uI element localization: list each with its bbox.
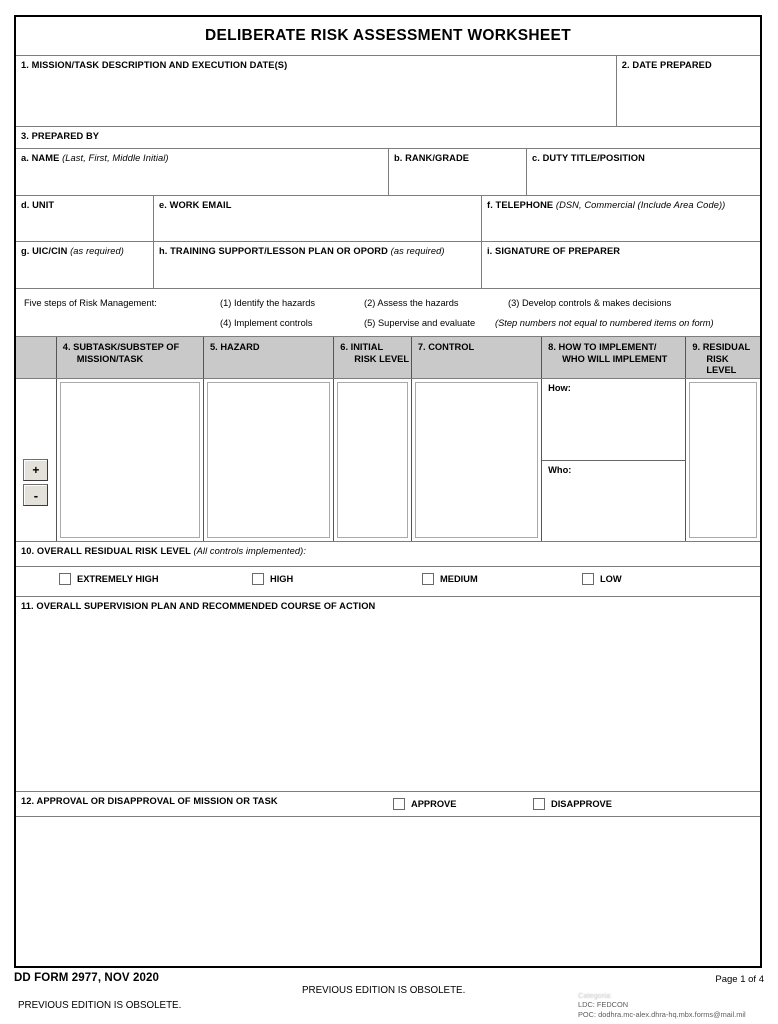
page-number-footer: Page 1 of 4 [715,974,764,985]
col-header-residual-line1: 9. RESIDUAL [692,342,751,352]
cell-initial-risk[interactable] [334,379,412,541]
col-header-subtask-line2: MISSION/TASK [76,353,144,364]
control-input[interactable] [415,382,538,538]
prepared-by-label: 3. PREPARED BY [21,131,100,141]
overall-residual-risk-hint: (All controls implemented): [193,546,306,556]
col-header-subtask [57,337,204,378]
work-email-label: e. WORK EMAIL [159,200,232,210]
checkbox-low[interactable] [582,573,594,585]
col-header-control [412,337,542,378]
col-header-hazard-text: 5. HAZARD [209,342,260,352]
checkbox-approve[interactable] [393,798,405,810]
signature-of-preparer-cell[interactable] [482,242,760,288]
col-header-how-who [542,337,686,378]
who-label: Who: [548,464,572,475]
five-steps-heading: Five steps of Risk Management: [24,298,157,308]
five-steps-note: (Step numbers not equal to numbered items on form) [495,318,714,328]
name-label: a. NAME [21,153,60,163]
col-header-initial-line2: RISK LEVEL [354,353,410,364]
page-title: DELIBERATE RISK ASSESSMENT WORKSHEET [205,27,571,44]
remove-row-button[interactable]: - [23,484,48,506]
cell-hazard[interactable] [204,379,334,541]
work-email-field-cell[interactable] [154,196,482,241]
how-subcell[interactable] [542,379,685,461]
date-prepared-cell[interactable] [617,56,760,126]
label-disapprove: DISAPPROVE [551,799,612,809]
name-field-cell[interactable] [16,149,389,195]
telephone-hint: (DSN, Commercial (Include Area Code)) [555,200,726,210]
section-11-label-row [16,597,760,619]
col-header-howimpl-line2: WHO WILL IMPLEMENT [562,353,668,364]
who-subcell[interactable] [542,461,685,542]
checkbox-extremely-high[interactable] [59,573,71,585]
col-header-control-text: 7. CONTROL [417,342,475,352]
footer-meta-ldc: LDC: FEDCON [578,1000,629,1010]
risk-option-extremely-high[interactable] [59,573,159,585]
telephone-field-cell[interactable] [482,196,760,241]
five-steps-step-2: (2) Assess the hazards [364,298,459,308]
prepared-by-header-row [16,126,760,149]
label-low: LOW [600,574,622,584]
label-approve: APPROVE [411,799,457,809]
prepared-by-row-def [16,196,760,242]
cell-residual-risk[interactable] [686,379,760,541]
signature-of-preparer-label: i. SIGNATURE OF PREPARER [487,246,621,256]
footer-meta-poc: POC: dodhra.mc-alex.dhra-hq.mbx.forms@mail.mil [578,1009,746,1019]
five-steps-step-1: (1) Identify the hazards [220,298,316,308]
risk-matrix-header [16,337,760,379]
uic-cin-hint: (as required) [70,246,124,256]
prepared-by-row-ghi [16,242,760,289]
previous-edition-lower: PREVIOUS EDITION IS OBSOLETE. [18,1000,182,1011]
matrix-gutter-header [16,337,57,378]
checkbox-medium[interactable] [422,573,434,585]
approval-option-approve[interactable] [393,798,456,810]
form-title-band [16,17,760,56]
how-label: How: [548,383,571,393]
footer-meta-category: Categoria: [578,991,613,1000]
residual-risk-level-input[interactable] [689,382,757,538]
initial-risk-level-input[interactable] [337,382,408,538]
date-prepared-label: 2. DATE PREPARED [621,60,712,70]
mission-task-description-label: 1. MISSION/TASK DESCRIPTION AND EXECUTION DATE(S) [21,60,288,70]
form-id-footer: DD FORM 2977, NOV 2020 [14,972,160,984]
rank-grade-label: b. RANK/GRADE [394,153,470,163]
risk-option-medium[interactable] [422,573,478,585]
checkbox-disapprove[interactable] [533,798,545,810]
col-header-initial-risk [334,337,412,378]
section-10-label-row [16,542,760,567]
cell-control[interactable] [412,379,542,541]
footer-metadata-block [578,991,746,1019]
five-steps-block [16,289,760,337]
duty-title-label: c. DUTY TITLE/POSITION [532,153,645,163]
unit-field-cell[interactable] [16,196,154,241]
section-1-2-row [16,56,760,126]
five-steps-step-3: (3) Develop controls & makes decisions [508,298,672,308]
telephone-label: f. TELEPHONE [487,200,554,210]
label-extremely-high: EXTREMELY HIGH [77,574,159,584]
five-steps-step-4: (4) Implement controls [220,318,313,328]
col-header-residual-line2: RISK LEVEL [706,353,737,375]
uic-cin-label: g. UIC/CIN [21,246,68,256]
col-header-initial-line1: 6. INITIAL [340,342,384,352]
cell-subtask[interactable] [57,379,204,541]
checkbox-high[interactable] [252,573,264,585]
opord-field-cell[interactable] [154,242,482,288]
rank-grade-field-cell[interactable] [389,149,527,195]
hazard-input[interactable] [207,382,330,538]
section-10-options-row [16,567,760,597]
col-header-hazard [204,337,334,378]
five-steps-step-5: (5) Supervise and evaluate [364,318,476,328]
label-medium: MEDIUM [440,574,478,584]
risk-option-high[interactable] [252,573,293,585]
mission-task-description-cell[interactable] [16,56,617,126]
unit-label: d. UNIT [21,200,55,210]
risk-option-low[interactable] [582,573,622,585]
row-controls-gutter [16,379,57,541]
section-12-input-row[interactable] [16,817,760,952]
name-hint: (Last, First, Middle Initial) [62,153,169,163]
label-high: HIGH [270,574,294,584]
approval-remarks-input[interactable] [16,817,760,952]
opord-label: h. TRAINING SUPPORT/LESSON PLAN OR OPORD [159,246,388,256]
supervision-plan-label: 11. OVERALL SUPERVISION PLAN AND RECOMMENDED COURSE OF ACTION [21,601,376,611]
col-header-residual-risk [686,337,760,378]
section-12-label-row [16,792,760,817]
opord-hint: (as required) [390,246,445,256]
col-header-subtask-line1: 4. SUBTASK/SUBSTEP OF [62,342,180,352]
subtask-input[interactable] [60,382,200,538]
uic-cin-field-cell[interactable] [16,242,154,288]
section-11-input-row[interactable] [16,619,760,792]
supervision-plan-input[interactable] [16,619,760,791]
approval-label: 12. APPROVAL OR DISAPPROVAL OF MISSION OR TASK [21,796,278,806]
prepared-by-row-abc [16,149,760,196]
form-outer-frame [14,15,762,968]
previous-edition-center: PREVIOUS EDITION IS OBSOLETE. [302,985,466,996]
approval-option-disapprove[interactable] [533,798,612,810]
overall-residual-risk-label: 10. OVERALL RESIDUAL RISK LEVEL [21,546,191,556]
duty-title-field-cell[interactable] [527,149,760,195]
table-row [16,379,760,542]
col-header-howimpl-line1: 8. HOW TO IMPLEMENT/ [548,342,657,352]
add-row-button[interactable]: + [23,459,48,481]
cell-how-who [542,379,686,541]
